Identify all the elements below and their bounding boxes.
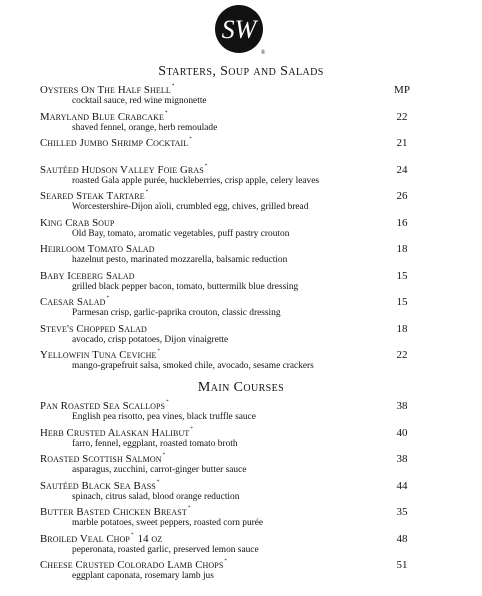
menu-item-price: 15 (396, 269, 408, 282)
menu-item-description: English pea risotto, pea vines, black truffle sauce (72, 412, 256, 422)
raw-food-mark: * (157, 349, 161, 354)
menu-item-price: 40 (396, 426, 408, 439)
menu-item (0, 84, 482, 111)
main-courses-list (0, 400, 482, 586)
sw-logo (214, 4, 266, 56)
menu-item (0, 323, 482, 350)
menu-item-description: shaved fennel, orange, herb remoulade (72, 122, 218, 133)
menu-item-description: mango-grapefruit salsa, smoked chile, avocado, sesame crackers (72, 361, 314, 371)
menu-item-description: eggplant caponata, rosemary lamb jus (72, 571, 214, 581)
raw-food-mark: * (187, 506, 191, 511)
menu-item-price: 38 (396, 400, 408, 412)
raw-food-mark: * (189, 137, 192, 142)
menu-item-name (40, 533, 162, 545)
menu-item-name (40, 217, 114, 229)
menu-item-name (40, 164, 207, 176)
raw-food-mark: * (162, 453, 166, 458)
menu-item-description: grilled black pepper bacon, tomato, buttermilk blue dressing (72, 281, 299, 292)
menu-item-name (40, 111, 168, 123)
raw-food-mark: * (204, 163, 208, 169)
menu-item-description: roasted Gala apple purée, huckleberries, crisp apple, celery leaves (72, 175, 320, 186)
item-name-text: Caesar Salad (40, 296, 106, 308)
item-name-text: Herb Crusted Alaskan Halibut (40, 426, 190, 439)
menu-item-price: 24 (396, 163, 408, 176)
menu-item-price: 18 (396, 243, 408, 255)
item-name-text: Sautéed Hudson Valley Foie Gras (40, 163, 204, 176)
menu-item-price: 38 (396, 453, 408, 465)
menu-item-name (40, 400, 169, 412)
item-name-text: Sautéed Black Sea Bass (40, 479, 156, 492)
item-portion-size: 14 oz (137, 532, 163, 545)
item-name-text: Butter Basted Chicken Breast (40, 506, 187, 518)
menu-item-description: hazelnut pesto, marinated mozzarella, balsamic reduction (72, 255, 288, 265)
menu-item (0, 480, 482, 507)
menu-item (0, 559, 482, 586)
item-name-text: Yellowfin Tuna Ceviche (40, 349, 157, 361)
raw-food-mark: * (190, 426, 193, 432)
item-name-text: Broiled Veal Chop (40, 532, 130, 545)
menu-item (0, 349, 482, 376)
menu-item-name (40, 296, 109, 308)
menu-item-price: 26 (396, 190, 408, 202)
item-name-text: King Crab Soup (40, 216, 115, 229)
item-name-text: Cheese Crusted Colorado Lamb Chops (40, 559, 224, 571)
menu-item-description: cocktail sauce, red wine mignonette (72, 96, 207, 106)
menu-item-description: asparagus, zucchini, carrot-ginger butter sauce (72, 465, 247, 475)
menu-item (0, 111, 482, 138)
starters-list (0, 84, 482, 376)
main-courses-heading: Main Courses (197, 380, 285, 395)
raw-food-mark: * (166, 400, 169, 405)
registered-mark: ® (260, 50, 266, 56)
menu-item (0, 506, 482, 533)
menu-item (0, 400, 482, 427)
menu-item-name (40, 559, 227, 571)
menu-item-name (40, 453, 165, 465)
menu-item-price: 22 (396, 349, 408, 361)
menu-item (0, 533, 482, 560)
menu-item (0, 453, 482, 480)
menu-item-name (40, 506, 190, 518)
raw-food-mark: * (171, 84, 175, 89)
item-name-text: Maryland Blue Crabcake (40, 110, 165, 123)
menu-item-description: spinach, citrus salad, blood orange reduction (72, 491, 240, 502)
item-name-text: Heirloom Tomato Salad (40, 243, 155, 255)
menu-item (0, 190, 482, 217)
menu-item-price: 22 (396, 110, 408, 123)
item-name-text: Steve's Chopped Salad (40, 322, 147, 335)
raw-food-mark: * (224, 559, 227, 564)
menu-item-price: 35 (396, 506, 408, 518)
menu-item-name (40, 243, 155, 255)
menu-item-name (40, 270, 135, 282)
raw-food-mark: * (145, 190, 149, 195)
menu-item-description: Parmesan crisp, garlic-paprika crouton, classic dressing (72, 308, 281, 318)
starters-heading: Starters, Soup and Salads (158, 64, 324, 79)
menu-item (0, 217, 482, 244)
menu-item (0, 296, 482, 323)
logo-text: SW (221, 15, 257, 44)
menu-item-price: 16 (396, 216, 408, 229)
menu-item (0, 270, 482, 297)
raw-food-mark: * (156, 479, 160, 485)
menu-item-name (40, 349, 160, 361)
menu-item-price: 51 (396, 559, 408, 571)
menu-item-name (40, 323, 147, 335)
menu-item (0, 243, 482, 270)
menu-item-price: 18 (396, 322, 408, 335)
menu-item-price: 15 (396, 296, 408, 308)
menu-item-description: Worcestershire-Dijon aïoli, crumbled egg, chives, grilled bread (72, 202, 309, 212)
raw-food-mark: * (165, 110, 168, 116)
menu-item-description: farro, fennel, eggplant, roasted tomato broth (72, 438, 238, 449)
menu-item-price: MP (394, 84, 410, 96)
menu-item-price: 48 (396, 532, 408, 545)
item-name-text: Pan Roasted Sea Scallops (40, 400, 166, 412)
raw-food-mark: * (106, 296, 110, 301)
menu-item-name (40, 480, 159, 492)
menu-item (0, 137, 482, 164)
menu-item-description: Old Bay, tomato, aromatic vegetables, puff pastry crouton (72, 228, 290, 239)
item-name-text: Oysters On The Half Shell (40, 84, 171, 96)
menu-item-price: 21 (396, 137, 408, 149)
menu-item-name (40, 137, 192, 149)
item-name-text: Baby Iceberg Salad (40, 269, 135, 282)
raw-food-mark: * (131, 532, 134, 538)
menu-item-description: avocado, crisp potatoes, Dijon vinaigrette (72, 334, 229, 345)
item-name-text: Roasted Scottish Salmon (40, 453, 162, 465)
menu-item (0, 164, 482, 191)
item-name-text: Seared Steak Tartare (40, 190, 145, 202)
menu-item-description: marble potatoes, sweet peppers, roasted corn purée (72, 518, 264, 528)
item-name-text: Chilled Jumbo Shrimp Cocktail (40, 137, 189, 149)
menu-item (0, 427, 482, 454)
menu-item-price: 44 (396, 479, 408, 492)
menu-item-name (40, 190, 148, 202)
menu-item-name (40, 427, 193, 439)
menu-item-description: peperonata, roasted garlic, preserved lemon sauce (72, 544, 259, 555)
menu-item-name (40, 84, 174, 96)
